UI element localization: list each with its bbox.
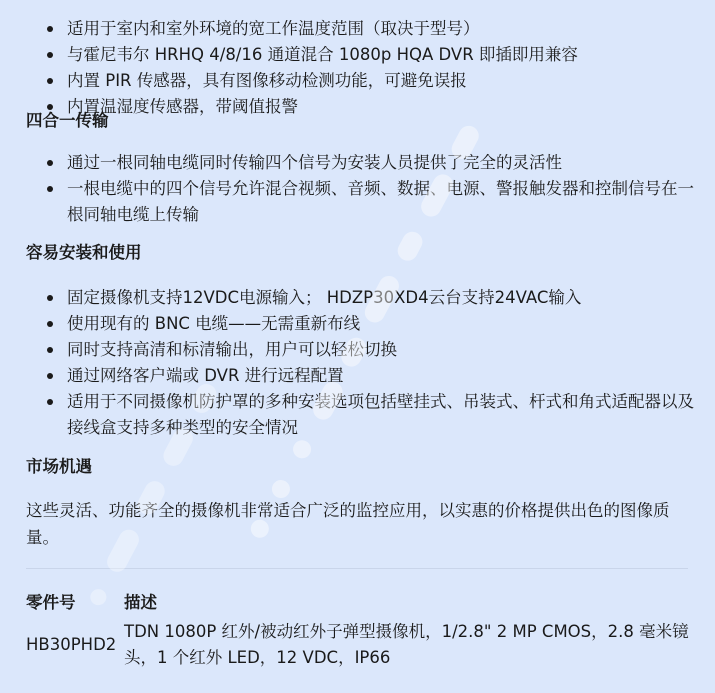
list-item: 使用现有的 BNC 电缆——无需重新布线 <box>0 311 715 337</box>
list-item: 适用于不同摄像机防护罩的多种安装选项包括壁挂式、吊装式、杆式和角式适配器以及接线盒支持多种类型的安全情况 <box>0 389 715 441</box>
table-header-part-number: 零件号 <box>26 593 76 612</box>
list-item: 通过一根同轴电缆同时传输四个信号为安装人员提供了完全的灵活性 <box>0 150 715 176</box>
list-item: 内置 PIR 传感器，具有图像移动检测功能，可避免误报 <box>0 68 715 94</box>
market-paragraph: 这些灵活、功能齐全的摄像机非常适合广泛的监控应用，以实惠的价格提供出色的图像质量。 <box>26 501 670 547</box>
list-item: 内置温湿度传感器，带阈值报警 <box>0 94 715 120</box>
section-heading-transmission: 四合一传输 <box>26 111 109 130</box>
table-cell-description: TDN 1080P 红外/被动红外子弹型摄像机，1/2.8" 2 MP CMOS，2.8 毫米镜头，1 个红外 LED，12 VDC，IP66 <box>124 622 689 667</box>
list-item: 与霍尼韦尔 HRHQ 4/8/16 通道混合 1080p HQA DVR 即插即用兼容 <box>0 42 715 68</box>
section-heading-install: 容易安装和使用 <box>26 243 142 262</box>
list-item: 同时支持高清和标清输出，用户可以轻松切换 <box>0 337 715 363</box>
table-header-description: 描述 <box>124 593 157 612</box>
table-divider <box>26 568 688 569</box>
table-cell-part-number: HB30PHD2 <box>26 635 117 654</box>
install-feature-list <box>0 285 715 441</box>
intro-feature-list <box>0 16 715 120</box>
list-item: 固定摄像机支持12VDC电源输入； HDZP30XD4云台支持24VAC输入 <box>0 285 715 311</box>
list-item: 一根电缆中的四个信号允许混合视频、音频、数据、电源、警报触发器和控制信号在一根同轴电缆上传输 <box>0 176 715 228</box>
transmission-feature-list <box>0 150 715 228</box>
section-heading-market: 市场机遇 <box>26 457 92 476</box>
list-item: 通过网络客户端或 DVR 进行远程配置 <box>0 363 715 389</box>
list-item: 适用于室内和室外环境的宽工作温度范围（取决于型号） <box>0 16 715 42</box>
